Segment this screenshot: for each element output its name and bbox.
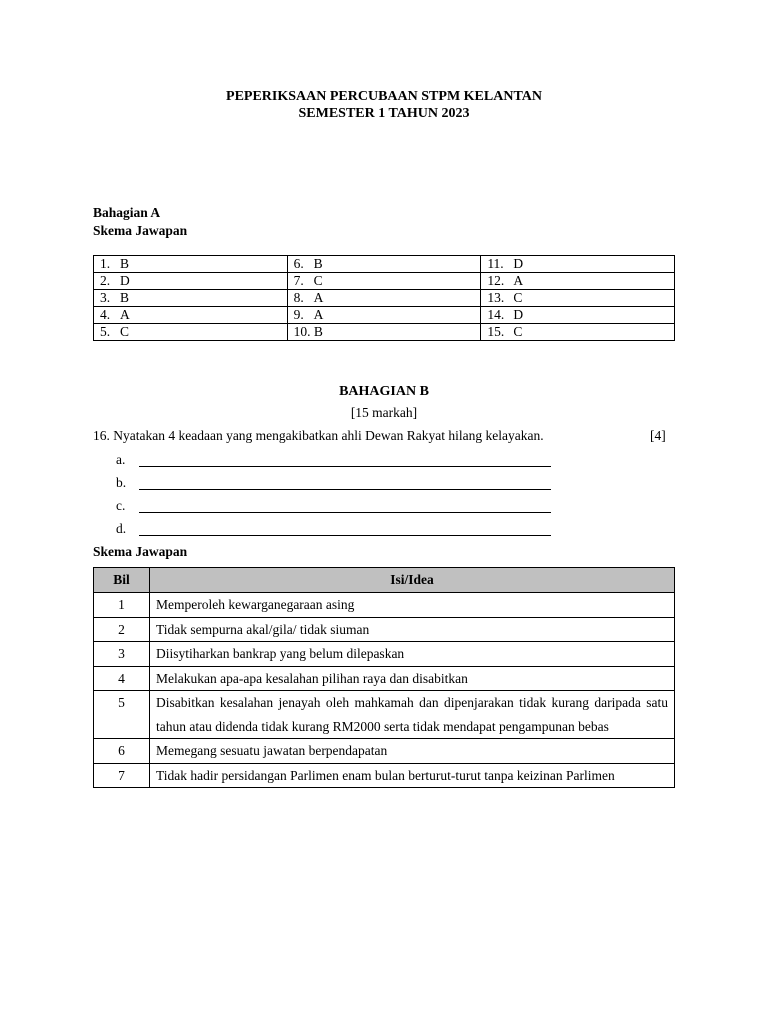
answer-cell <box>481 273 675 290</box>
answer-letter: D <box>513 256 524 271</box>
answer-cell <box>94 324 288 341</box>
answer-line-d <box>139 535 551 536</box>
answer-row <box>94 307 675 324</box>
row-number: 5 <box>94 691 150 739</box>
header-bil: Bil <box>94 568 150 593</box>
answer-row <box>94 273 675 290</box>
answer-letter: A <box>120 307 130 322</box>
row-idea: Memperoleh kewarganegaraan asing <box>150 593 675 618</box>
answer-cell <box>287 290 481 307</box>
answer-letter-c: c. <box>116 498 126 513</box>
question-number: 7. <box>293 273 304 288</box>
answer-line-a <box>139 466 551 467</box>
question-number: 8. <box>293 290 304 305</box>
row-number: 4 <box>94 666 150 691</box>
question-number: 6. <box>293 256 304 271</box>
answer-row <box>94 256 675 273</box>
answer-cell <box>287 307 481 324</box>
exam-title-line2: SEMESTER 1 TAHUN 2023 <box>298 106 470 121</box>
answer-cell <box>94 307 288 324</box>
section-b-title: BAHAGIAN B <box>339 384 429 399</box>
table-row <box>94 691 675 739</box>
question-number: 9. <box>293 307 304 322</box>
section-b-marks: [15 markah] <box>350 405 418 420</box>
answer-cell <box>287 273 481 290</box>
section-b-scheme-title: Skema Jawapan <box>93 544 188 559</box>
row-idea: Diisytiharkan bankrap yang belum dilepaskan <box>150 642 675 667</box>
answer-letter: C <box>513 290 523 305</box>
row-idea: Disabitkan kesalahan jenayah oleh mahkamah dan dipenjarakan tidak kurang daripada satu tahun atau didenda tidak kurang RM2000 serta tidak mendapat pengampunan bebas <box>150 691 675 739</box>
question-number: 4. <box>100 307 111 322</box>
question-number: 14. <box>487 307 505 322</box>
answer-letter: B <box>120 256 130 271</box>
question-number: 1. <box>100 256 111 271</box>
exam-title-line1: PEPERIKSAAN PERCUBAAN STPM KELANTAN <box>226 89 542 104</box>
answer-letter: B <box>313 324 323 339</box>
answer-row <box>94 290 675 307</box>
answer-letter: C <box>513 324 523 339</box>
answer-letter: B <box>120 290 130 305</box>
section-a-title: Bahagian A <box>93 205 161 220</box>
table-row <box>94 666 675 691</box>
answer-cell <box>94 256 288 273</box>
question-number: 15. <box>487 324 505 339</box>
section-a-subtitle: Skema Jawapan <box>93 223 188 238</box>
row-number: 1 <box>94 593 150 618</box>
answer-line-b <box>139 489 551 490</box>
answer-key-table <box>93 255 675 341</box>
header-idea: Isi/Idea <box>150 568 675 593</box>
question-number: 2. <box>100 273 111 288</box>
row-number: 2 <box>94 617 150 642</box>
answer-cell <box>94 290 288 307</box>
answer-letter: D <box>120 273 130 288</box>
answer-letter: C <box>313 273 323 288</box>
row-idea: Tidak hadir persidangan Parlimen enam bulan berturut-turut tanpa keizinan Parlimen <box>150 763 675 788</box>
answer-letter: A <box>513 273 524 288</box>
question-number: 11. <box>487 256 504 271</box>
answer-row <box>94 324 675 341</box>
row-idea: Tidak sempurna akal/gila/ tidak siuman <box>150 617 675 642</box>
row-idea: Memegang sesuatu jawatan berpendapatan <box>150 739 675 764</box>
answer-letter: A <box>313 307 324 322</box>
question-16-marks: [4] <box>650 428 666 443</box>
scheme-table <box>93 567 675 788</box>
table-row <box>94 617 675 642</box>
question-number: 12. <box>487 273 505 288</box>
answer-letter-a: a. <box>116 452 126 467</box>
row-idea: Melakukan apa-apa kesalahan pilihan raya dan disabitkan <box>150 666 675 691</box>
row-number: 7 <box>94 763 150 788</box>
answer-cell <box>481 307 675 324</box>
table-row <box>94 739 675 764</box>
answer-letter-b: b. <box>116 475 127 490</box>
question-number: 5. <box>100 324 111 339</box>
question-number: 3. <box>100 290 111 305</box>
row-number: 3 <box>94 642 150 667</box>
question-16: 16. Nyatakan 4 keadaan yang mengakibatkan ahli Dewan Rakyat hilang kelayakan. <box>93 428 544 443</box>
question-number: 10. <box>293 324 311 339</box>
answer-cell <box>481 324 675 341</box>
answer-cell <box>481 256 675 273</box>
answer-cell <box>94 273 288 290</box>
answer-line-c <box>139 512 551 513</box>
answer-letter-d: d. <box>116 521 127 536</box>
answer-letter: A <box>313 290 324 305</box>
question-number: 13. <box>487 290 505 305</box>
table-row <box>94 763 675 788</box>
row-number: 6 <box>94 739 150 764</box>
answer-cell <box>287 256 481 273</box>
answer-letter: B <box>313 256 323 271</box>
answer-cell <box>481 290 675 307</box>
answer-letter: D <box>513 307 524 322</box>
table-row <box>94 642 675 667</box>
table-row <box>94 593 675 618</box>
answer-letter: C <box>120 324 130 339</box>
answer-cell <box>287 324 481 341</box>
